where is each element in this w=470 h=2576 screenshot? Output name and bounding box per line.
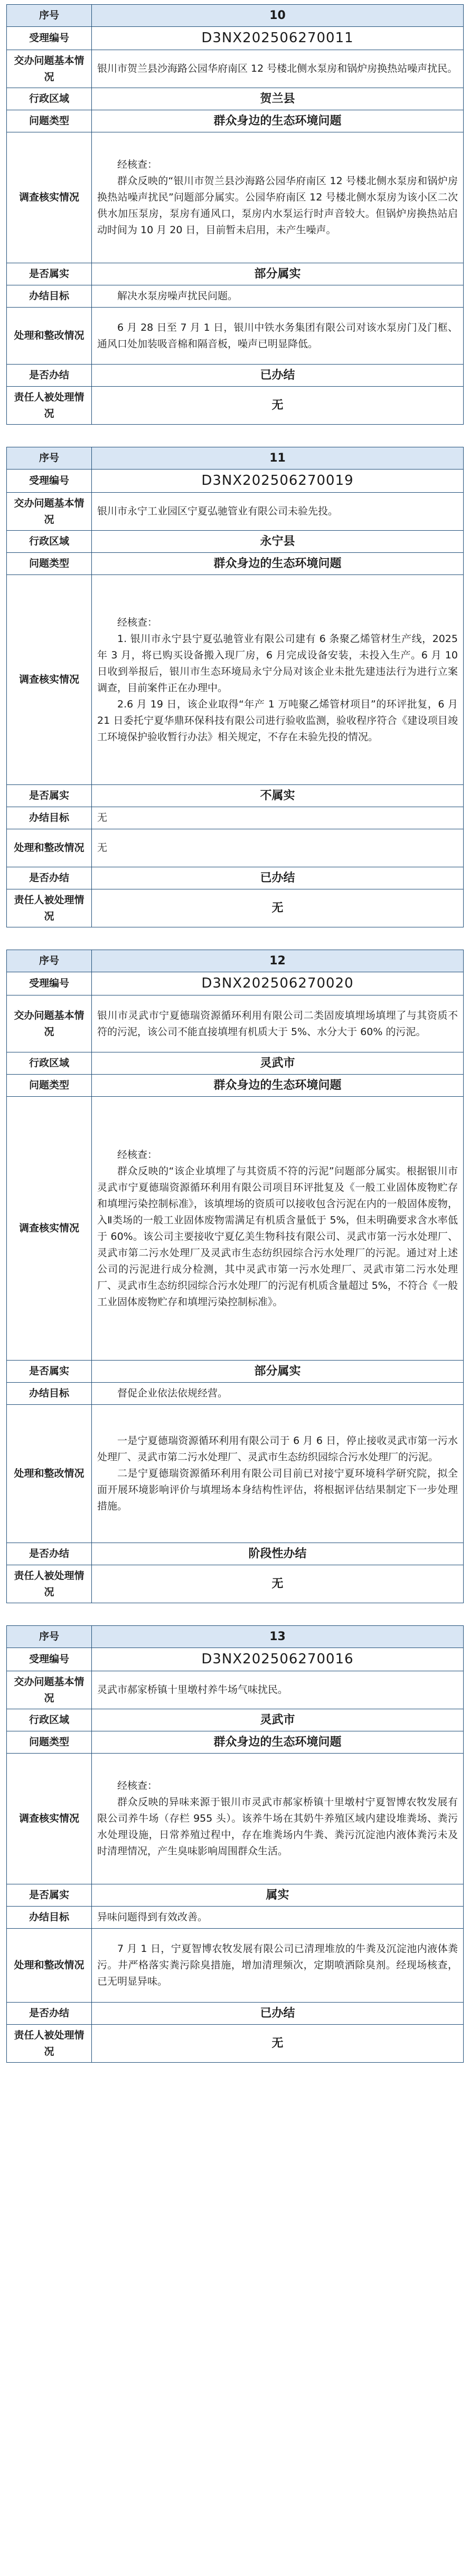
investigation-paragraph: 经核查： <box>117 616 158 628</box>
case-investigation <box>92 1097 464 1361</box>
case-seq: 12 <box>92 950 464 972</box>
case-seq: 10 <box>92 5 464 27</box>
case-goal <box>92 285 464 308</box>
investigation-paragraph: 经核查： <box>117 1780 158 1792</box>
investigation-paragraph: 经核查： <box>117 1148 158 1161</box>
handling-label: 处理和整改情况 <box>7 1929 92 2003</box>
code-label: 受理编号 <box>7 470 92 493</box>
handling-paragraph: 一是宁夏德瑞资源循环利用有限公司于 6 月 6 日，停止接收灵武市第一污水处理厂、灵武市第二污水处理厂、灵武市生态纺织园综合污水处理厂的污泥。 <box>97 1435 458 1463</box>
case-investigation <box>92 1754 464 1884</box>
case-accountability: 无 <box>92 1565 464 1603</box>
handling-paragraph: 6 月 28 日至 7 月 1 日，银川中铁水务集团有限公司对该水泵房门及门框、通风口处加装吸音棉和隔音板，噪声已明显降低。 <box>97 321 458 350</box>
case-region: 贺兰县 <box>92 88 464 110</box>
verified-label: 是否属实 <box>7 785 92 807</box>
region-label: 行政区域 <box>7 1709 92 1731</box>
content-label: 交办问题基本情况 <box>7 995 92 1052</box>
case-card <box>0 950 470 1603</box>
section-gap <box>0 425 470 447</box>
completed-label: 是否办结 <box>7 1543 92 1565</box>
content-label: 交办问题基本情况 <box>7 1671 92 1709</box>
section-gap <box>0 1603 470 1625</box>
case-seq: 13 <box>92 1626 464 1648</box>
case-type: 群众身边的生态环境问题 <box>92 1731 464 1754</box>
case-table <box>6 1625 464 2063</box>
case-verified: 属实 <box>92 1884 464 1907</box>
case-table <box>6 447 464 927</box>
case-card <box>0 1625 470 2063</box>
case-seq: 11 <box>92 447 464 470</box>
seq-label: 序号 <box>7 447 92 470</box>
seq-label: 序号 <box>7 5 92 27</box>
case-verified: 部分属实 <box>92 263 464 285</box>
completed-label: 是否办结 <box>7 867 92 889</box>
case-verified: 不属实 <box>92 785 464 807</box>
goal-label: 办结目标 <box>7 1383 92 1405</box>
verified-label: 是否属实 <box>7 263 92 285</box>
case-table <box>6 4 464 425</box>
investigation-paragraph: 2.6 月 19 日，该企业取得“年产 1 万吨聚乙烯管材项目”的环评批复，6 月 21 日委托宁夏华鼎环保科技有限公司进行验收监测，验收程序符合《建设项目竣工环境保护验收暂行办法》相关规定，不存在未验先投的情况。 <box>97 698 458 743</box>
case-type: 群众身边的生态环境问题 <box>92 1075 464 1097</box>
case-accountability: 无 <box>92 2025 464 2063</box>
case-content: 银川市灵武市宁夏德瑞资源循环利用有限公司二类固废填埋场填埋了与其资质不符的污泥，该公司不能直接填埋有机质大于 5%、水分大于 60% 的污泥。 <box>92 995 464 1052</box>
case-completed: 已办结 <box>92 2003 464 2025</box>
content-label: 交办问题基本情况 <box>7 50 92 88</box>
investigation-paragraph: 经核查： <box>117 159 158 170</box>
case-code: D3NX202506270020 <box>92 972 464 995</box>
type-label: 问题类型 <box>7 1075 92 1097</box>
case-type: 群众身边的生态环境问题 <box>92 110 464 132</box>
type-label: 问题类型 <box>7 1731 92 1754</box>
case-region: 灵武市 <box>92 1052 464 1075</box>
goal-label: 办结目标 <box>7 285 92 308</box>
case-verified: 部分属实 <box>92 1361 464 1383</box>
investigation-paragraph: 群众反映的“该企业填埋了与其资质不符的污泥”问题部分属实。根据银川市灵武市宁夏德瑞资源循环利用有限公司项目环评批复及《一般工业固体废物贮存和填埋污染控制标准》，该填埋场的资质可以接收包含污泥在内的一般固体废物，入Ⅱ类场的一般工业固体废物需满足有机质含量低于 5%，但未明确要求含水率低于 60%。该公司主要接收宁夏亿美生物科技有限公司、灵武市第一污水处理厂、灵武市第二污水处理厂及灵武市生态纺织园综合污水处理厂的污泥。通过对上述公司的污泥进行成分检测，其中灵武市第一污水处理厂、灵武市第二污水处理厂、灵武市生态纺织园综合污水处理厂的污泥有机质含量超过 5%，不符合《一般工业固体废物贮存和填埋污染控制标准》。 <box>97 1165 458 1308</box>
completed-label: 是否办结 <box>7 365 92 387</box>
investigation-label: 调查核实情况 <box>7 1754 92 1884</box>
case-code: D3NX202506270016 <box>92 1648 464 1671</box>
handling-paragraph: 7 月 1 日，宁夏智博农牧发展有限公司已清理堆放的牛粪及沉淀池内液体粪污。井严格落实粪污除臭措施，增加清理频次，定期喷洒除臭剂。经现场核查，已无明显异味。 <box>97 1943 458 1987</box>
case-code: D3NX202506270019 <box>92 470 464 493</box>
case-code: D3NX202506270011 <box>92 27 464 50</box>
case-card <box>0 447 470 927</box>
goal-label: 办结目标 <box>7 807 92 829</box>
case-table <box>6 950 464 1603</box>
investigation-paragraph: 1. 银川市永宁县宁夏弘驰管业有限公司建有 6 条聚乙烯管材生产线，2025 年 3 月，将已购买设备搬入现厂房，6 月完成设备安装，未投入生产。6 月 10 日收到举报后，银川市生态环境局永宁分局对该企业未批先建违法行为进行立案调查，目前案件正在办理中。 <box>97 633 458 694</box>
investigation-label: 调查核实情况 <box>7 132 92 263</box>
case-goal <box>92 807 464 829</box>
case-region: 永宁县 <box>92 531 464 553</box>
investigation-label: 调查核实情况 <box>7 575 92 785</box>
goal-text: 无 <box>97 812 108 823</box>
case-completed: 已办结 <box>92 365 464 387</box>
case-handling <box>92 1405 464 1543</box>
accountability-label: 责任人被处理情况 <box>7 889 92 927</box>
case-content: 灵武市郝家桥镇十里墩村养牛场气味扰民。 <box>92 1671 464 1709</box>
verified-label: 是否属实 <box>7 1884 92 1907</box>
region-label: 行政区域 <box>7 531 92 553</box>
goal-text: 异味问题得到有效改善。 <box>97 1911 208 1923</box>
case-completed: 阶段性办结 <box>92 1543 464 1565</box>
seq-label: 序号 <box>7 950 92 972</box>
handling-label: 处理和整改情况 <box>7 829 92 867</box>
handling-label: 处理和整改情况 <box>7 308 92 365</box>
code-label: 受理编号 <box>7 1648 92 1671</box>
goal-label: 办结目标 <box>7 1907 92 1929</box>
case-region: 灵武市 <box>92 1709 464 1731</box>
case-completed: 已办结 <box>92 867 464 889</box>
case-type: 群众身边的生态环境问题 <box>92 553 464 575</box>
completed-label: 是否办结 <box>7 2003 92 2025</box>
case-handling <box>92 308 464 365</box>
case-content: 银川市永宁工业园区宁夏弘驰管业有限公司未验先投。 <box>92 493 464 531</box>
code-label: 受理编号 <box>7 972 92 995</box>
case-goal <box>92 1383 464 1405</box>
region-label: 行政区域 <box>7 1052 92 1075</box>
handling-paragraph: 二是宁夏德瑞资源循环利用有限公司目前已对接宁夏环境科学研究院，拟全面开展环境影响评价与填埋场本身结构性评估，将根据评估结果制定下一步处理措施。 <box>97 1468 458 1512</box>
type-label: 问题类型 <box>7 553 92 575</box>
case-accountability: 无 <box>92 387 464 425</box>
type-label: 问题类型 <box>7 110 92 132</box>
goal-text: 督促企业依法依规经营。 <box>117 1387 228 1399</box>
accountability-label: 责任人被处理情况 <box>7 2025 92 2063</box>
accountability-label: 责任人被处理情况 <box>7 1565 92 1603</box>
region-label: 行政区域 <box>7 88 92 110</box>
investigation-paragraph: 群众反映的“银川市贺兰县沙海路公园华府南区 12 号楼北侧水泵房和锅炉房换热站噪声扰民”问题部分属实。公园华府南区 12 号楼北侧水泵房为该小区二次供水加压泵房，泵房有通风口，泵房内水泵运行时声音较大。但锅炉房换热站启动时间为 10 月 20 日，目前暂未启用，未产生噪声。 <box>97 175 458 236</box>
case-handling <box>92 829 464 867</box>
case-handling <box>92 1929 464 2003</box>
accountability-label: 责任人被处理情况 <box>7 387 92 425</box>
seq-label: 序号 <box>7 1626 92 1648</box>
case-investigation <box>92 575 464 785</box>
handling-paragraph: 无 <box>97 842 108 854</box>
case-goal <box>92 1907 464 1929</box>
verified-label: 是否属实 <box>7 1361 92 1383</box>
investigation-paragraph: 群众反映的异味来源于银川市灵武市郝家桥镇十里墩村宁夏智博农牧发展有限公司养牛场（存栏 955 头）。该养牛场在其奶牛养殖区域内建设堆粪场、粪污水处理设施，日常养殖过程中，存在堆粪场内牛粪、粪污沉淀池内液体粪污未及时清理情况，产生臭味影响周围群众生活。 <box>97 1796 458 1857</box>
goal-text: 解决水泵房噪声扰民问题。 <box>117 290 238 302</box>
code-label: 受理编号 <box>7 27 92 50</box>
case-investigation <box>92 132 464 263</box>
handling-label: 处理和整改情况 <box>7 1405 92 1543</box>
investigation-label: 调查核实情况 <box>7 1097 92 1361</box>
case-card <box>0 0 470 425</box>
case-content: 银川市贺兰县沙海路公园华府南区 12 号楼北侧水泵房和锅炉房换热站噪声扰民。 <box>92 50 464 88</box>
content-label: 交办问题基本情况 <box>7 493 92 531</box>
section-gap <box>0 927 470 950</box>
case-accountability: 无 <box>92 889 464 927</box>
